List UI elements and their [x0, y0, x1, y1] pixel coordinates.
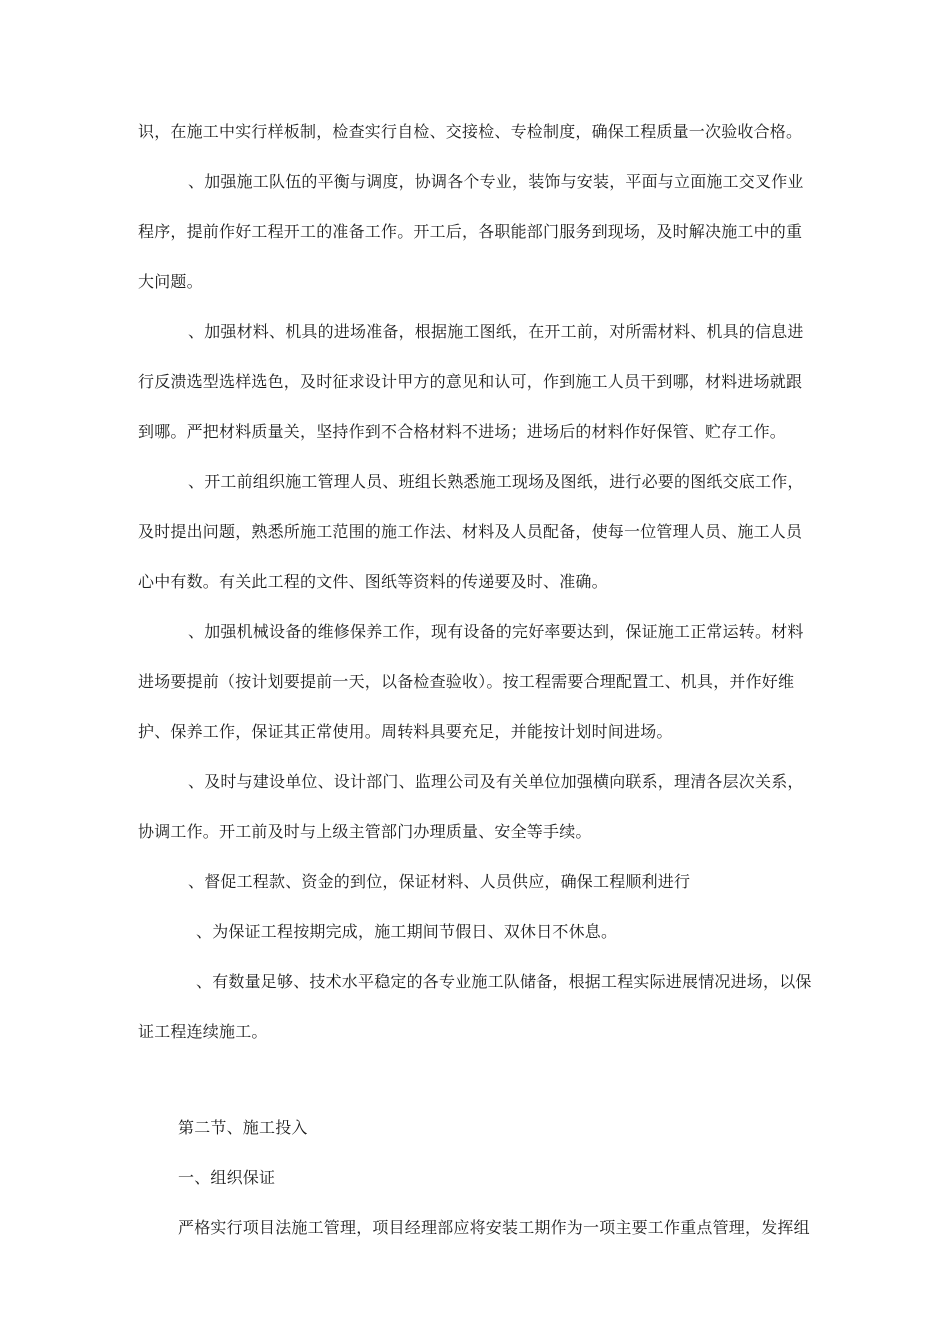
text-line: 、加强材料、机具的进场准备，根据施工图纸，在开工前，对所需材料、机具的信息进	[188, 322, 804, 341]
section-heading: 第二节、施工投入	[178, 1118, 308, 1137]
text-line: 心中有数。有关此工程的文件、图纸等资料的传递要及时、准确。	[138, 572, 608, 591]
text-line: 、加强施工队伍的平衡与调度，协调各个专业，装饰与安装，平面与立面施工交叉作业	[188, 172, 804, 191]
text-line: 、督促工程款、资金的到位，保证材料、人员供应，确保工程顺利进行	[188, 872, 691, 891]
text-line: 证工程连续施工。	[138, 1022, 268, 1041]
text-line: 协调工作。开工前及时与上级主管部门办理质量、安全等手续。	[138, 822, 592, 841]
text-line: 、及时与建设单位、设计部门、监理公司及有关单位加强横向联系，理清各层次关系，	[188, 772, 804, 791]
text-line: 、有数量足够、技术水平稳定的各专业施工队储备，根据工程实际进展情况进场，以保	[196, 972, 812, 991]
text-line: 、开工前组织施工管理人员、班组长熟悉施工现场及图纸，进行必要的图纸交底工作，	[188, 472, 804, 491]
text-line: 程序，提前作好工程开工的准备工作。开工后，各职能部门服务到现场，及时解决施工中的重	[138, 222, 803, 241]
text-line: 、加强机械设备的维修保养工作，现有设备的完好率要达到，保证施工正常运转。材料	[188, 622, 804, 641]
subsection-heading: 一、组织保证	[178, 1168, 276, 1187]
text-line: 到哪。严把材料质量关，坚持作到不合格材料不进场；进场后的材料作好保管、贮存工作。	[138, 422, 787, 441]
text-line: 严格实行项目法施工管理，项目经理部应将安装工期作为一项主要工作重点管理，发挥组	[178, 1218, 810, 1237]
text-line: 识，在施工中实行样板制，检查实行自检、交接检、专检制度，确保工程质量一次验收合格。	[138, 122, 803, 141]
text-line: 进场要提前（按计划要提前一天，以备检查验收）。按工程需要合理配置工、机具，并作好维	[138, 672, 795, 691]
text-line: 行反溃选型选样选色，及时征求设计甲方的意见和认可，作到施工人员干到哪，材料进场就跟	[138, 372, 803, 391]
text-line: 及时提出问题，熟悉所施工范围的施工作法、材料及人员配备，使每一位管理人员、施工人员	[138, 522, 803, 541]
text-line: 、为保证工程按期完成，施工期间节假日、双休日不休息。	[196, 922, 618, 941]
text-line: 护、保养工作，保证其正常使用。周转料具要充足，并能按计划时间进场。	[138, 722, 673, 741]
text-line: 大问题。	[138, 272, 203, 291]
